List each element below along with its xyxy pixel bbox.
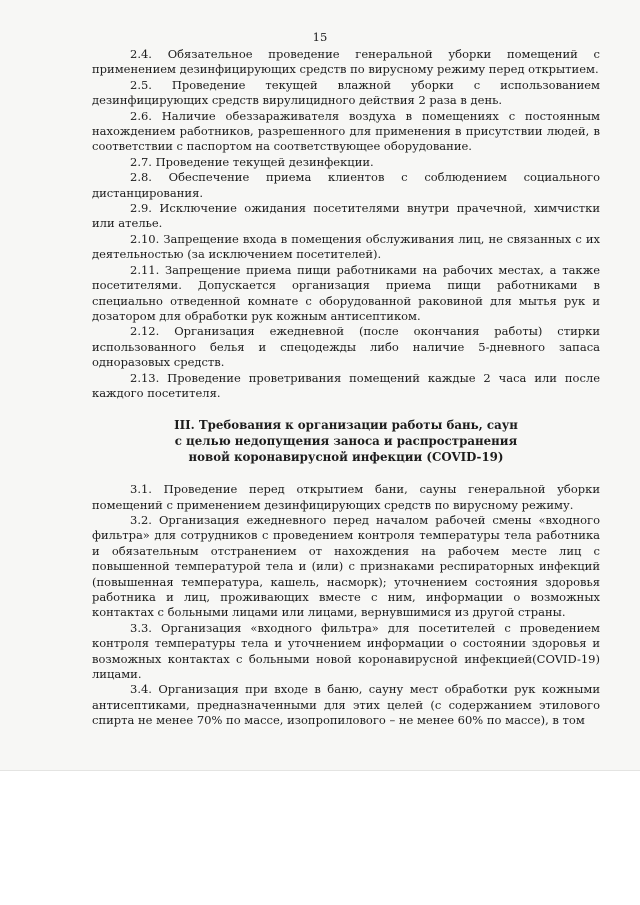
- paragraph-2-5: 2.5. Проведение текущей влажной уборки с использованием дезинфицирующих средств вирулицидного действия 2 раза в день.: [92, 77, 600, 108]
- paragraph-2-9: 2.9. Исключение ожидания посетителями внутри прачечной, химчистки или ателье.: [92, 201, 600, 231]
- document-body: [92, 47, 600, 729]
- paragraph-2-6: 2.6. Наличие обеззараживателя воздуха в помещениях с постоянным нахождением работников, разрешенного для применения в присутствии людей, в соответствии с паспортом на соответствующее оборудование.: [92, 108, 600, 154]
- paragraph-2-10: 2.10. Запрещение входа в помещения обслуживания лиц, не связанных с их деятельностью (за исключением посетителей).: [92, 231, 600, 262]
- paragraph-2-11: 2.11. Запрещение приема пищи работниками на рабочих местах, а также посетителями. Допускается организация приема пищи работниками в специально отведенной комнате с оборудованной раковиной для мытья рук и дозатором для обработки рук кожным антисептиком.: [92, 262, 600, 323]
- paragraph-3-1: 3.1. Проведение перед открытием бани, сауны генеральной уборки помещений с применением дезинфицирующих средств по вирусному режиму.: [92, 482, 600, 512]
- paragraph-2-8: 2.8. Обеспечение приема клиентов с соблюдением социального дистанцирования.: [92, 170, 600, 200]
- section-3-heading-line-1: III. Требования к организации работы бань, саун: [174, 418, 518, 433]
- paragraph-2-12: 2.12. Организация ежедневной (после окончания работы) стирки использованного белья и спецодежды либо наличие 5-дневного запаса одноразовых средств.: [92, 324, 600, 370]
- section-3-heading-line-3: новой коронавирусной инфекции (COVID-19): [188, 449, 504, 464]
- paragraph-3-4: 3.4. Организация при входе в баню, сауну мест обработки рук кожными антисептиками, предназначенными для этих целей (с содержанием этилового спирта не менее 70% по массе, изопропилового – не менее 60% по массе), в том: [92, 682, 600, 728]
- paragraph-2-13: 2.13. Проведение проветривания помещений каждые 2 часа или после каждого посетителя.: [92, 370, 600, 400]
- section-3-heading-line-2: с целью недопущения заноса и распространения: [174, 433, 518, 448]
- paragraph-3-3: 3.3. Организация «входного фильтра» для посетителей с проведением контроля температуры тела и уточнением информации о состоянии здоровья и возможных контактах с больными новой коронавирусной инфекцией(COVID-19) лицами.: [92, 620, 600, 681]
- page-number: 15: [312, 30, 328, 44]
- paragraph-2-4: 2.4. Обязательное проведение генеральной уборки помещений с применением дезинфицирующих средств по вирусному режиму перед открытием.: [92, 47, 600, 77]
- section-3-heading: [92, 418, 600, 465]
- paragraph-2-7: 2.7. Проведение текущей дезинфекции.: [130, 154, 374, 169]
- paragraph-3-2: 3.2. Организация ежедневного перед началом рабочей смены «входного фильтра» для сотрудников с проведением контроля температуры тела работника и обязательным отстранением от нахождения на рабочем месте лиц с повышенной температурой тела и (или) с признаками респираторных инфекций (повышенная температура, кашель, насморк); уточнением состояния здоровья работника и лиц, проживающих вместе с ним, информации о возможных контактах с больными лицами или лицами, вернувшимися из другой страны.: [92, 512, 600, 620]
